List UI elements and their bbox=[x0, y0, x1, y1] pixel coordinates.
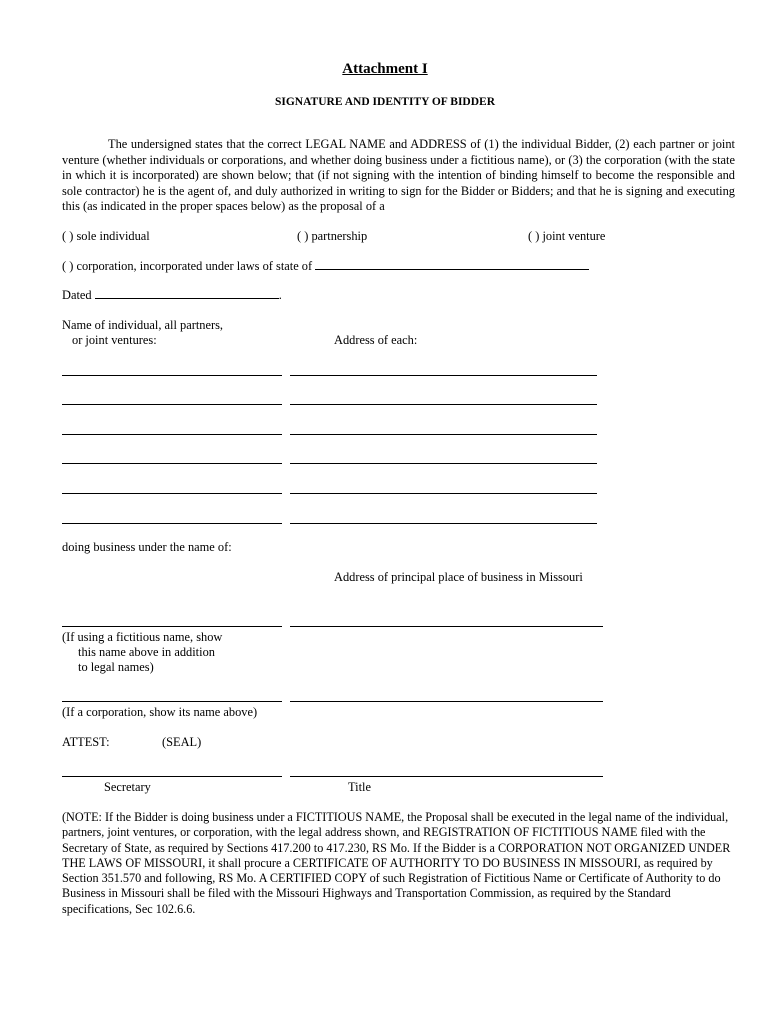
business-name-field[interactable] bbox=[62, 626, 282, 627]
fictitious-note-line2: this name above in addition bbox=[78, 645, 215, 659]
corporation-name-field[interactable] bbox=[62, 701, 282, 702]
dated-row bbox=[62, 288, 282, 303]
principal-address-field[interactable] bbox=[290, 626, 603, 627]
fictitious-name-note bbox=[62, 810, 742, 917]
corporation-note: (If a corporation, show its name above) bbox=[62, 705, 258, 719]
secretary-label: Secretary bbox=[104, 780, 151, 794]
document-title: Attachment I bbox=[342, 61, 428, 77]
option-corporation-label: ( ) corporation, incorporated under laws of state of bbox=[62, 259, 313, 273]
dated-period: . bbox=[278, 288, 282, 302]
address-field-6[interactable] bbox=[290, 523, 597, 524]
address-field-2[interactable] bbox=[290, 404, 597, 405]
document-subtitle: SIGNATURE AND IDENTITY OF BIDDER bbox=[274, 96, 496, 108]
state-of-incorporation-field[interactable] bbox=[315, 268, 589, 270]
doing-business-label: doing business under the name of: bbox=[62, 540, 232, 554]
address-field-3[interactable] bbox=[290, 434, 597, 435]
names-label-line1: Name of individual, all partners, bbox=[62, 318, 224, 332]
name-field-2[interactable] bbox=[62, 404, 282, 405]
title-signature-field[interactable] bbox=[290, 776, 603, 777]
names-label-line2: or joint ventures: bbox=[72, 333, 157, 347]
attest-label: ATTEST: bbox=[62, 735, 110, 749]
fictitious-note-line3: to legal names) bbox=[78, 660, 154, 674]
name-field-4[interactable] bbox=[62, 463, 282, 464]
seal-label: (SEAL) bbox=[162, 735, 202, 749]
title-label: Title bbox=[348, 780, 371, 794]
dated-label: Dated bbox=[62, 288, 92, 302]
option-joint-venture[interactable]: ( ) joint venture bbox=[528, 229, 606, 243]
secretary-signature-field[interactable] bbox=[62, 776, 282, 777]
intro-text: The undersigned states that the correct LEGAL NAME and ADDRESS of (1) the individual Bidder, (2) each partner or joint venture (whether individuals or corporations, and whether doing business under a fictitious name), or (3) the corporation (with the state in which it is incorporated) are shown below; that (if not signing with the intention of binding himself to become the responsible and sole contractor) he is the agent of, and duly authorized in writing to sign for the Bidder or Bidders; and that he is signing and executing this (as indicated in the proper spaces below) as the proposal of a bbox=[62, 137, 735, 214]
corporation-address-field[interactable] bbox=[290, 701, 603, 702]
address-each-label: Address of each: bbox=[334, 333, 418, 347]
dated-field[interactable] bbox=[95, 297, 279, 299]
address-field-4[interactable] bbox=[290, 463, 597, 464]
intro-paragraph bbox=[62, 137, 735, 215]
option-sole-individual[interactable]: ( ) sole individual bbox=[62, 229, 150, 243]
option-corporation[interactable] bbox=[62, 259, 589, 274]
name-field-6[interactable] bbox=[62, 523, 282, 524]
name-field-1[interactable] bbox=[62, 375, 282, 376]
principal-address-label: Address of principal place of business in Missouri bbox=[334, 570, 583, 584]
name-field-3[interactable] bbox=[62, 434, 282, 435]
address-field-5[interactable] bbox=[290, 493, 597, 494]
note-text: (NOTE: If the Bidder is doing business under a FICTITIOUS NAME, the Proposal shall be executed in the legal name of the individual, partners, joint ventures, or corporation, with the legal address shown, and REGISTRATION OF FICTITIOUS NAME filed with the Secretary of State, as required by Sections 417.200 to 417.230, RS Mo. If the Bidder is a CORPORATION NOT ORGANIZED UNDER THE LAWS OF MISSOURI, it shall procure a CERTIFICATE OF AUTHORITY TO DO BUSINESS IN MISSOURI, as required by Section 351.570 and following, RS Mo. A CERTIFIED COPY of such Registration of Fictitious Name or Certificate of Authority to do Business in Missouri shall be filed with the Missouri Highways and Transportation Commission, as required by the Standard specifications, Sec 102.6.6. bbox=[62, 810, 731, 916]
address-field-1[interactable] bbox=[290, 375, 597, 376]
name-field-5[interactable] bbox=[62, 493, 282, 494]
fictitious-note-line1: (If using a fictitious name, show bbox=[62, 630, 223, 644]
option-partnership[interactable]: ( ) partnership bbox=[297, 229, 368, 243]
